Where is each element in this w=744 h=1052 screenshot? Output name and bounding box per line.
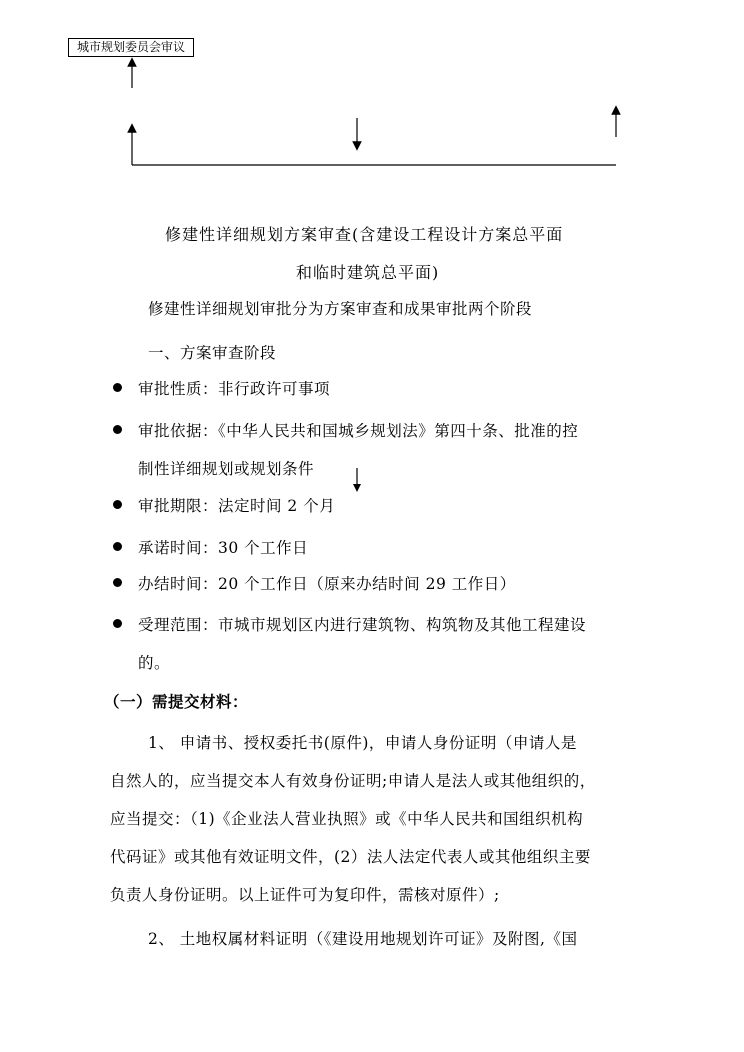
- materials-line-2: 自然人的，应当提交本人有效身份证明;申请人是法人或其他组织的，: [110, 772, 596, 790]
- bullet-icon: [113, 500, 122, 509]
- materials-heading: （一）需提交材料：: [104, 693, 249, 711]
- title-line-1: 修建性详细规划方案审查(含建设工程设计方案总平面: [165, 225, 564, 244]
- bullet-icon: [113, 425, 122, 434]
- bullet-approval-period: 审批期限：法定时间 2 个月: [138, 497, 336, 515]
- materials-line-5: 负责人身份证明。以上证件可为复印件，需核对原件）;: [110, 886, 500, 904]
- intro-text: 修建性详细规划审批分为方案审查和成果审批两个阶段: [148, 300, 533, 318]
- flowchart-box-committee-review: 城市规划委员会审议: [68, 38, 194, 57]
- bullet-icon: [113, 619, 122, 628]
- section-heading-scheme-review: 一、方案审查阶段: [148, 344, 277, 362]
- bullet-completion-time: 办结时间：20 个工作日（原来办结时间 29 工作日）: [138, 575, 516, 593]
- materials-line-1: 1、 申请书、授权委托书(原件)，申请人身份证明（申请人是: [148, 734, 577, 752]
- flowchart-connectors: [0, 0, 744, 200]
- bullet-acceptance-scope-cont: 的。: [138, 654, 171, 672]
- bullet-approval-basis-cont: 制性详细规划或规划条件: [138, 460, 315, 478]
- bullet-promised-time: 承诺时间：30 个工作日: [138, 539, 309, 557]
- materials-line-4: 代码证》或其他有效证明文件，(2）法人法定代表人或其他组织主要: [110, 848, 591, 866]
- bullet-icon: [113, 542, 122, 551]
- arrow-down-icon: [350, 468, 364, 494]
- title-line-2: 和临时建筑总平面): [296, 263, 440, 282]
- bullet-icon: [113, 383, 122, 392]
- bullet-acceptance-scope: 受理范围：市城市规划区内进行建筑物、构筑物及其他工程建设: [138, 616, 587, 634]
- bullet-approval-nature: 审批性质：非行政许可事项: [138, 380, 331, 398]
- bullet-icon: [113, 578, 122, 587]
- bullet-approval-basis: 审批依据：《中华人民共和国城乡规划法》第四十条、批准的控: [138, 422, 579, 440]
- materials-line-3: 应当提交：（1)《企业法人营业执照》或《中华人民共和国组织机构: [110, 810, 584, 828]
- materials-line-6: 2、 土地权属材料证明（《建设用地规划许可证》及附图,《国: [148, 930, 578, 948]
